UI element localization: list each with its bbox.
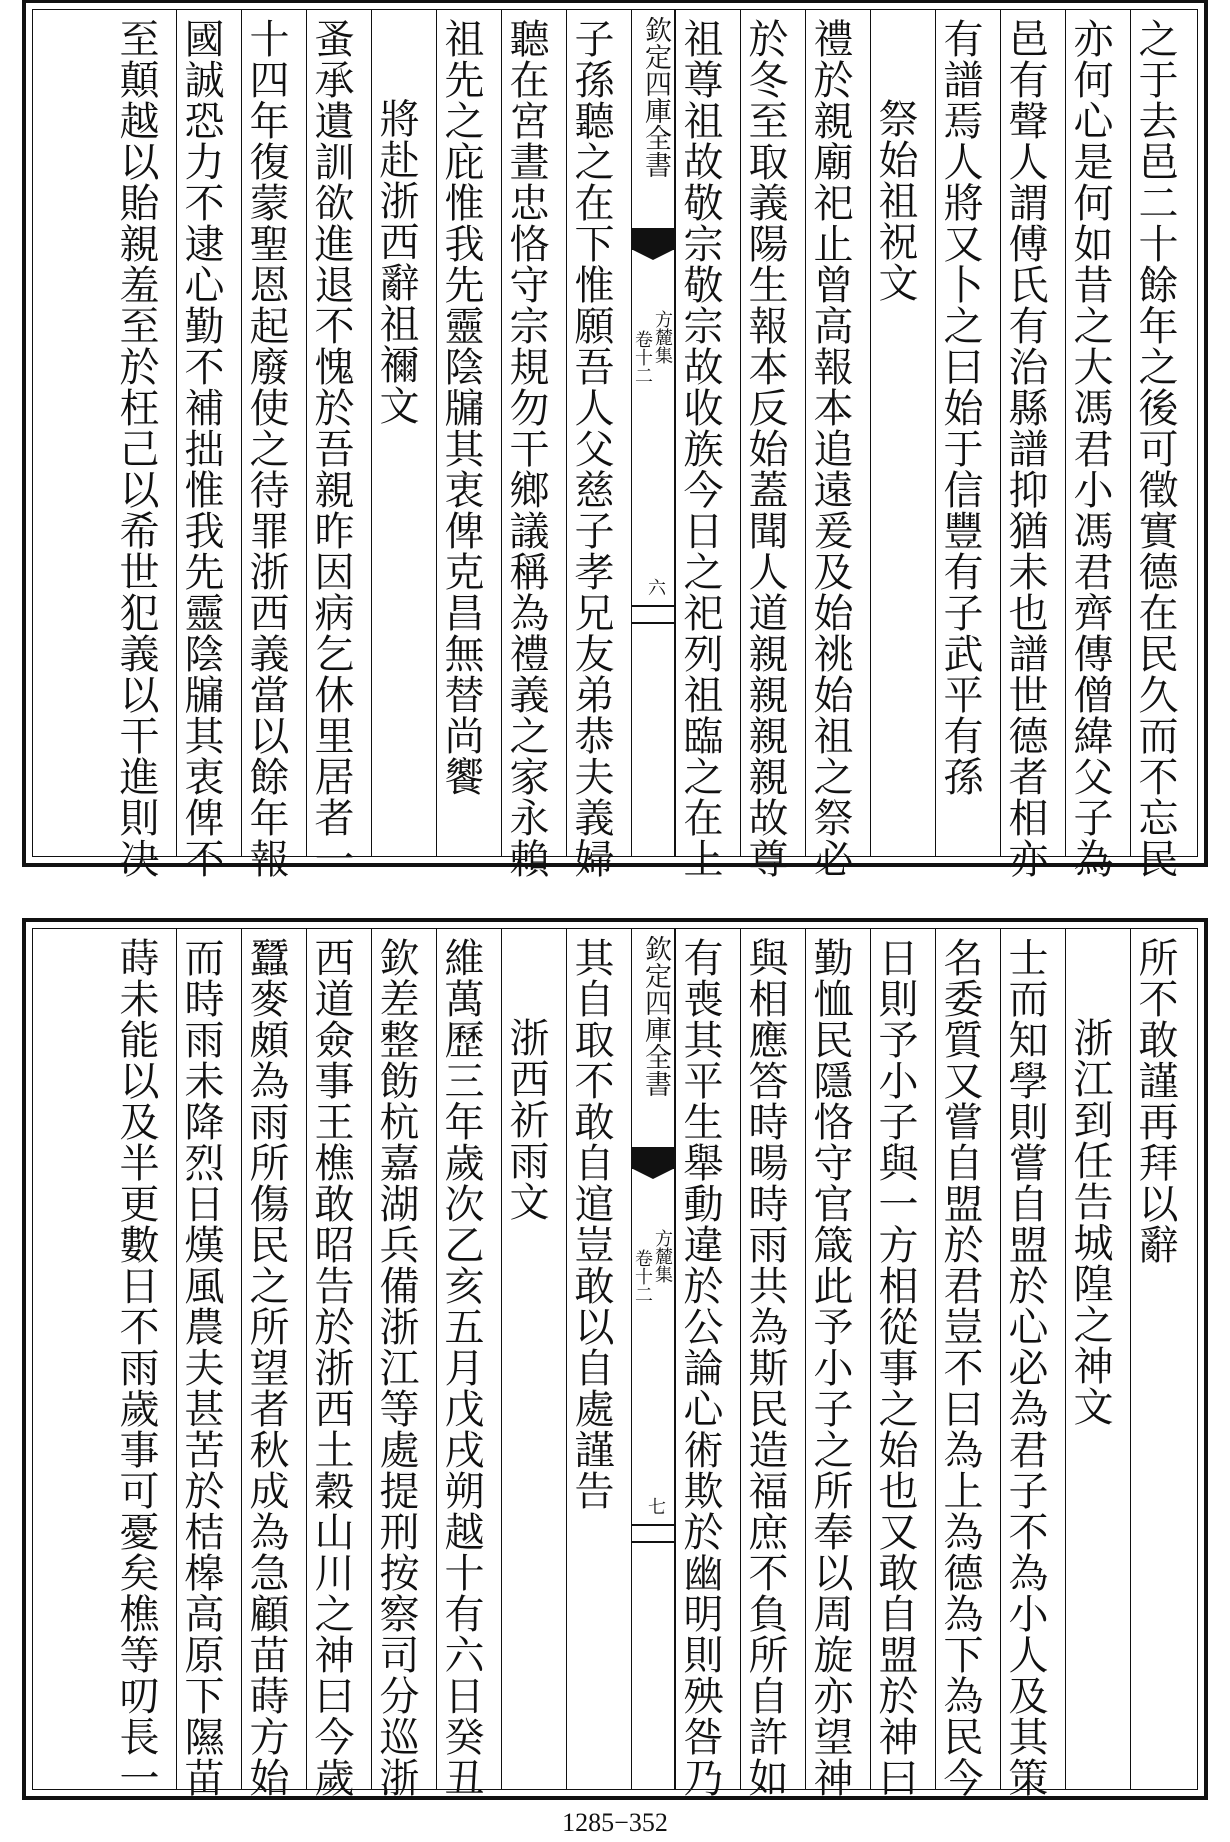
bottom-page-column-text: 其自取不敢自逭豈敢以自處謹告 [568,937,614,1511]
bottom-page-column [501,929,566,1789]
bottom-page-column [675,929,740,1798]
bottom-page-column [111,929,176,1798]
bottom-page-header-rule [632,1541,674,1543]
top-page-column [935,10,1000,856]
bottom-page-column-text: 名委質又嘗自盟於君豈不曰為上為德為下為民今 [937,937,983,1798]
top-page-collection-title: 欽定四庫全書 [640,16,671,178]
top-page-column [501,10,566,879]
top-page [22,0,1208,879]
bottom-page-column [176,929,241,1798]
top-page-column [306,10,371,879]
bottom-page-column [935,929,1000,1798]
bottom-page-leaf-number: 七 [645,1497,666,1515]
bottom-page [22,918,1208,1800]
bottom-page-column-text: 西道僉事王樵敢昭告於浙西土穀山川之神曰今歲 [308,937,354,1798]
bottom-page-column [740,929,805,1798]
bottom-page-column [436,929,501,1798]
top-page-column-text: 祭始祖祝文 [872,98,918,303]
bottom-page-column [241,929,306,1798]
top-page-book-title: 方麓集 [652,310,673,364]
top-page-header-rule [632,622,674,624]
top-page-column [740,10,805,879]
top-page-column [111,10,176,879]
top-page-column [675,10,740,879]
top-page-header-rule [632,605,674,607]
top-page-column [566,10,631,879]
top-page-volume-label: 卷十二 [632,330,653,384]
bottom-page-center-header [631,929,675,1789]
top-page-column-text: 禮於親廟祀止曾高報本追遠爰及始祧始祖之祭必 [807,18,853,879]
bottom-page-column-text: 蠶麥頗為雨所傷民之所望者秋成為急顧苗蒔方始 [243,937,289,1798]
bottom-page-column-text: 勤恤民隱恪守官箴此予小子之所奉以周旋亦望神 [807,937,853,1798]
top-page-column-text: 子孫聽之在下惟願吾人父慈子孝兄友弟恭夫義婦 [568,18,614,879]
page-reference: 1285−352 [562,1808,668,1837]
bottom-page-column [805,929,870,1798]
top-page-fishtail-mark [632,228,674,250]
top-page-column-text: 至顛越以貽親羞至於枉己以希世犯義以干進則决 [113,18,159,879]
bottom-page-column-text: 士而知學則嘗自盟於心必為君子不為小人及其策 [1002,937,1048,1798]
bottom-page-column-text: 蒔未能以及半更數日不雨歲事可憂矣樵等叨長一 [113,937,159,1798]
bottom-page-header-rule [632,1524,674,1526]
top-page-center-header [631,10,675,856]
top-page-column-text: 之于去邑二十餘年之後可徵實德在民久而不忘民 [1132,18,1178,879]
bottom-page-column [1000,929,1065,1798]
bottom-page-column-text: 維萬歷三年歲次乙亥五月戊戌朔越十有六日癸丑 [438,937,484,1798]
top-page-column-text: 國誠恐力不逮心勤不補拙惟我先靈陰牖其衷俾不 [178,18,224,879]
top-page-column [870,10,935,856]
top-page-column [436,10,501,856]
top-page-column [176,10,241,879]
top-page-leaf-number: 六 [645,578,666,596]
bottom-page-column-text: 所不敢謹再拜以辭 [1132,937,1178,1265]
bottom-page-column-text: 有喪其平生舉動違於公論心術欺於幽明則殃咎乃 [677,937,723,1798]
top-page-frame [32,9,1198,879]
top-page-column [1130,10,1195,879]
bottom-page-volume-label: 卷十二 [632,1249,653,1303]
top-page-column-text: 亦何心是何如昔之大馮君小馮君齊傳僧緯父子為 [1067,18,1113,879]
bottom-page-column-text: 浙西祈雨文 [503,1017,549,1222]
top-page-column-text: 邑有聲人謂傅氏有治縣譜抑猶未也譜世德者相亦 [1002,18,1048,879]
bottom-page-column [371,929,436,1798]
top-page-column [1065,10,1130,879]
bottom-page-column [870,929,935,1798]
top-page-column [371,10,436,856]
top-page-column [1000,10,1065,879]
bottom-page-column [566,929,631,1789]
bottom-page-column-text: 與相應答時暘時雨共為斯民造福庶不負所自許如 [742,937,788,1798]
bottom-page-fishtail-mark [632,1147,674,1169]
bottom-page-column [1065,929,1130,1789]
top-page-column [805,10,870,879]
bottom-page-frame [32,928,1198,1798]
top-page-column-text: 祖先之庇惟我先靈陰牖其衷俾克昌無替尚饗 [438,18,484,797]
top-page-column [241,10,306,879]
bottom-page-collection-title: 欽定四庫全書 [640,935,671,1097]
top-page-column-text: 聽在宮晝忠恪守宗規勿干鄉議稱為禮義之家永賴 [503,18,549,879]
bottom-page-column-text: 欽差整飭杭嘉湖兵備浙江等處提刑按察司分巡浙 [373,937,419,1798]
top-page-column-text: 祖尊祖故敬宗敬宗故收族今日之祀列祖臨之在上 [677,18,723,879]
bottom-page-column [1130,929,1195,1789]
top-page-column-text: 十四年復蒙聖恩起廢使之待罪浙西義當以餘年報 [243,18,289,879]
top-page-column-text: 將赴浙西辭祖禰文 [373,98,419,426]
top-page-column-text: 有譜焉人將又卜之曰始于信豐有子武平有孫 [937,18,983,797]
top-page-column-text: 蚤承遺訓欲進退不愧於吾親昨因病乞休里居者一 [308,18,354,879]
bottom-page-book-title: 方麓集 [652,1229,673,1283]
bottom-page-column [306,929,371,1798]
bottom-page-column-text: 浙江到任告城隍之神文 [1067,1017,1113,1427]
top-page-column-text: 於冬至取義陽生報本反始蓋聞人道親親親親故尊 [742,18,788,879]
bottom-page-column-text: 而時雨未降烈日熯風農夫甚苦於桔槔高原下隰苗 [178,937,224,1798]
bottom-page-column-text: 日則予小子與一方相從事之始也又敢自盟於神曰 [872,937,918,1798]
